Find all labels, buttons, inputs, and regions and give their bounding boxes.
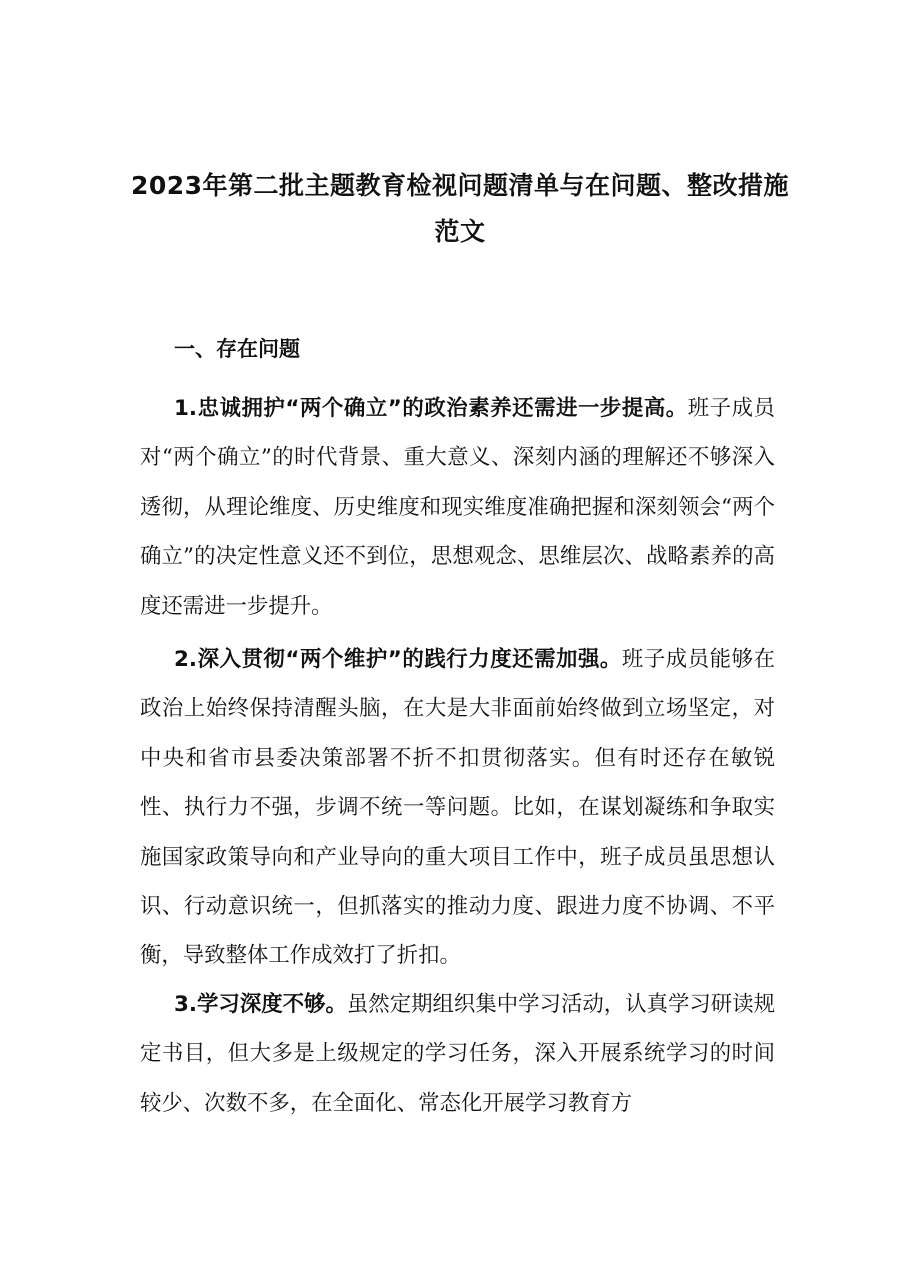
paragraph-body: 虽然定期组织集中学习活动，认真学习研读规定书目，但大多是上级规定的学习任务，深入开展系统学习的时间较少、次数不多，在全面化、常态化开展学习教育方 — [140, 992, 775, 1116]
paragraph-lead: 2.深入贯彻“两个维护”的践行力度还需加强。 — [174, 647, 622, 672]
paragraph — [140, 980, 775, 1128]
document-title: 2023年第二批主题教育检视问题清单与在问题、整改措施范文 — [130, 170, 790, 246]
paragraph — [140, 384, 775, 631]
paragraph — [140, 635, 775, 981]
paragraph-body: 班子成员对“两个确立”的时代背景、重大意义、深刻内涵的理解还不够深入透彻，从理论维度、历史维度和现实维度准确把握和深刻领会“两个确立”的决定性意义还不到位，思想观念、思维层次、战略素养的高度还需进一步提升。 — [140, 396, 775, 619]
paragraph-lead: 3.学习深度不够。 — [174, 992, 347, 1017]
paragraph-lead: 1.忠诚拥护“两个确立”的政治素养还需进一步提高。 — [174, 396, 688, 421]
section-heading: 一、存在问题 — [174, 337, 300, 361]
paragraph-body: 班子成员能够在政治上始终保持清醒头脑，在大是大非面前始终做到立场坚定，对中央和省市县委决策部署不折不扣贯彻落实。但有时还存在敏锐性、执行力不强，步调不统一等问题。比如，在谋划凝练和争取实施国家政策导向和产业导向的重大项目工作中，班子成员虽思想认识、行动意识统一，但抓落实的推动力度、跟进力度不协调、不平衡，导致整体工作成效打了折扣。 — [140, 647, 775, 969]
